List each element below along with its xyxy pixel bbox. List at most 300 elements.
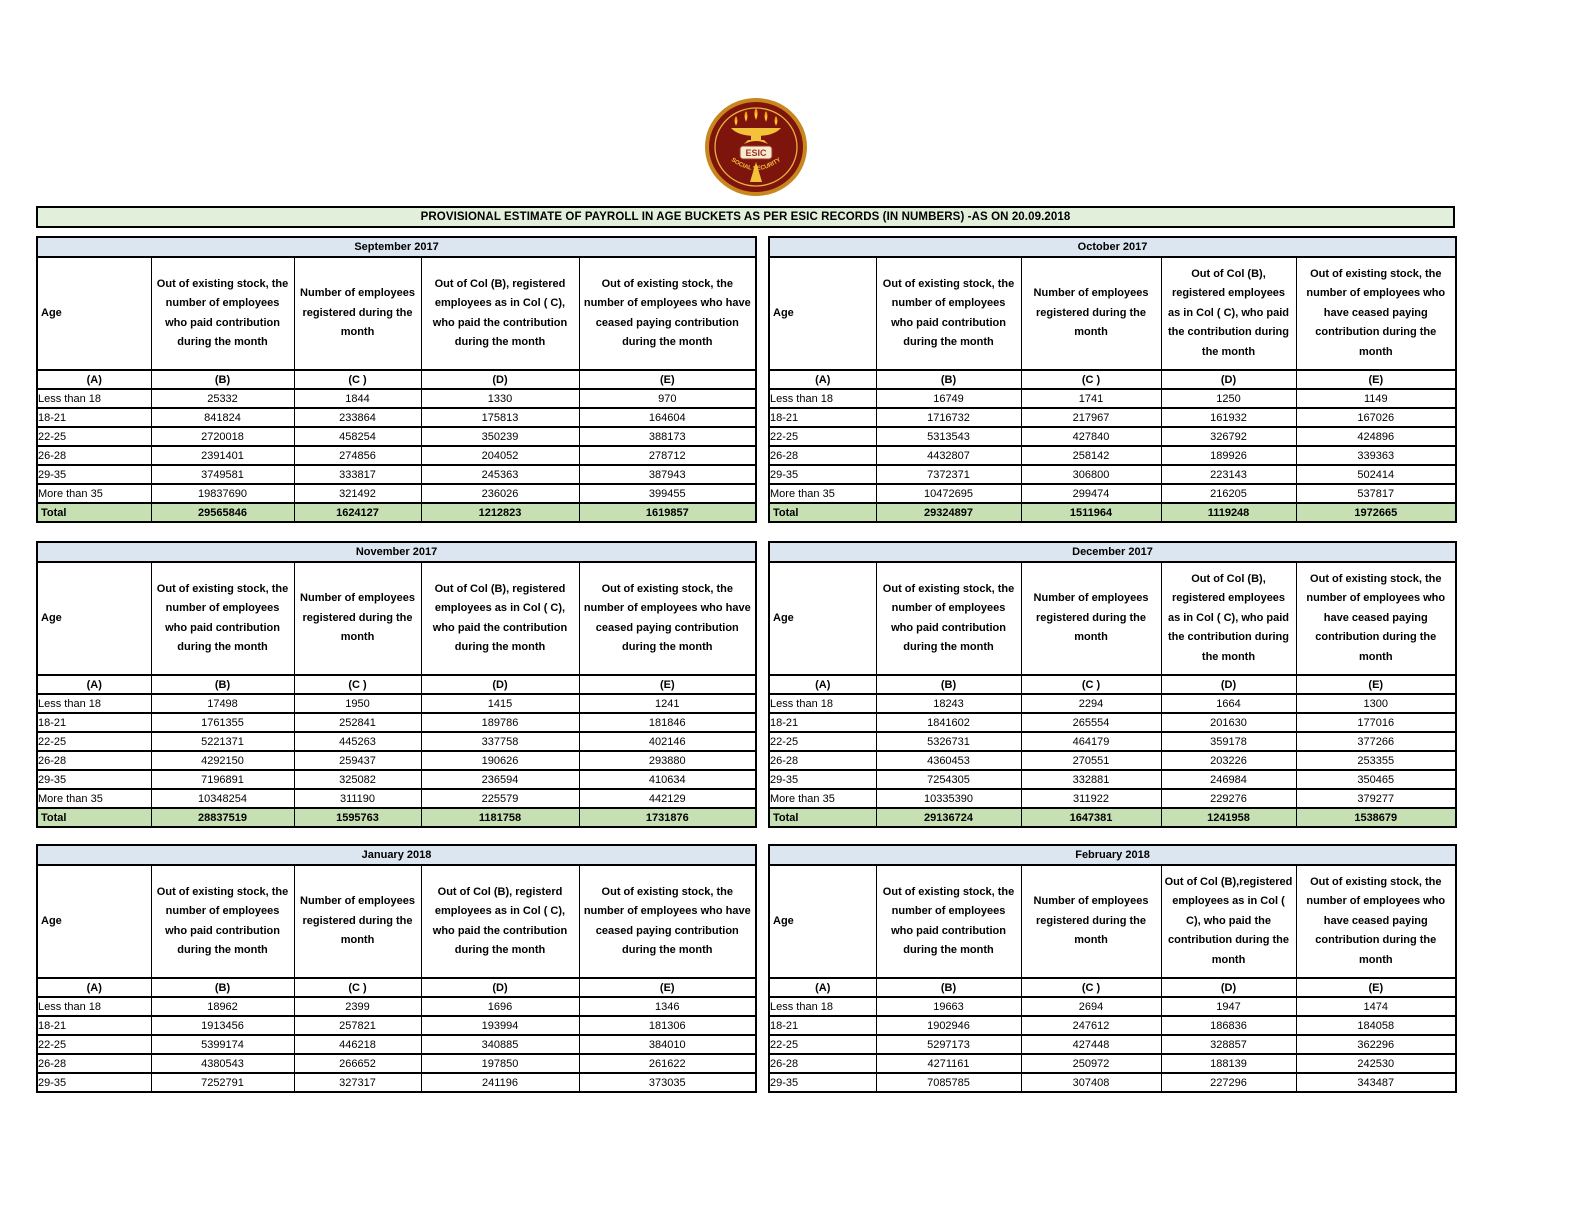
- value-cell: 270551: [1021, 751, 1161, 770]
- value-cell: 5221371: [151, 732, 294, 751]
- col-header-e: [579, 257, 756, 370]
- col-header-d-text: Out of Col (B),registered employees as in Col ( C), who paid the contribution during the month: [1164, 875, 1293, 966]
- age-label: 29-35: [37, 1073, 151, 1092]
- col-header-e-text: Out of existing stock, the number of employees who have ceased paying contribution during the month: [1306, 267, 1446, 358]
- table-row: [769, 1035, 1456, 1054]
- value-cell: 4292150: [151, 751, 294, 770]
- column-letter: (B): [151, 675, 294, 694]
- column-letter: (C ): [294, 978, 421, 997]
- column-letter: (B): [151, 370, 294, 389]
- value-cell: 350465: [1296, 770, 1456, 789]
- col-header-e: [1296, 562, 1456, 675]
- table-row: [37, 713, 756, 732]
- table-row: [37, 1016, 756, 1035]
- table-row: [769, 1054, 1456, 1073]
- table-december-2017: [768, 541, 1457, 828]
- total-label: Total: [769, 503, 876, 522]
- value-cell: 204052: [421, 446, 579, 465]
- col-header-e-text: Out of existing stock, the number of employees who have ceased paying contribution during the month: [583, 582, 751, 653]
- age-label: 26-28: [37, 751, 151, 770]
- column-letter: (C ): [1021, 675, 1161, 694]
- age-label: More than 35: [37, 789, 151, 808]
- total-label: Total: [37, 808, 151, 827]
- value-cell: 190626: [421, 751, 579, 770]
- value-cell: 236594: [421, 770, 579, 789]
- table-row: [769, 408, 1456, 427]
- value-cell: 7254305: [876, 770, 1021, 789]
- value-cell: 274856: [294, 446, 421, 465]
- column-letter: (C ): [1021, 370, 1161, 389]
- column-letter: (E): [1296, 675, 1456, 694]
- col-header-b-text: Out of existing stock, the number of employees who paid contribution during the month: [156, 582, 289, 653]
- value-cell: 1741: [1021, 389, 1161, 408]
- age-label: More than 35: [769, 484, 876, 503]
- value-cell: 350239: [421, 427, 579, 446]
- age-label: 29-35: [769, 1073, 876, 1092]
- value-cell: 321492: [294, 484, 421, 503]
- column-letter: (A): [37, 675, 151, 694]
- value-cell: 189786: [421, 713, 579, 732]
- value-cell: 306800: [1021, 465, 1161, 484]
- col-header-e-text: Out of existing stock, the number of employees who have ceased paying contribution during the month: [1306, 875, 1446, 966]
- month-header-row: [769, 845, 1456, 865]
- table-row: [37, 694, 756, 713]
- value-cell: 325082: [294, 770, 421, 789]
- value-cell: 175813: [421, 408, 579, 427]
- value-cell: 458254: [294, 427, 421, 446]
- value-cell: 4432807: [876, 446, 1021, 465]
- table-row: [769, 484, 1456, 503]
- col-header-e-text: Out of existing stock, the number of employees who have ceased paying contribution during the month: [583, 277, 751, 348]
- col-header-e-text: Out of existing stock, the number of employees who have ceased paying contribution during the month: [583, 885, 751, 956]
- value-cell: 427448: [1021, 1035, 1161, 1054]
- value-cell: 2391401: [151, 446, 294, 465]
- value-cell: 332881: [1021, 770, 1161, 789]
- col-header-age: [37, 562, 151, 675]
- age-label: 22-25: [37, 1035, 151, 1054]
- table-row: [769, 694, 1456, 713]
- table-row: [37, 484, 756, 503]
- value-cell: 442129: [579, 789, 756, 808]
- column-letter: (C ): [294, 370, 421, 389]
- total-value: 1972665: [1296, 503, 1456, 522]
- table-row: [769, 427, 1456, 446]
- value-cell: 337758: [421, 732, 579, 751]
- value-cell: 1841602: [876, 713, 1021, 732]
- col-header-d-text: Out of Col (B), registered employees as in Col ( C), who paid the contribution during the month: [432, 277, 568, 348]
- value-cell: 359178: [1161, 732, 1296, 751]
- col-header-age: [37, 257, 151, 370]
- value-cell: 7085785: [876, 1073, 1021, 1092]
- value-cell: 327317: [294, 1073, 421, 1092]
- table-row: [37, 997, 756, 1016]
- value-cell: 377266: [1296, 732, 1456, 751]
- table-row: [769, 770, 1456, 789]
- value-cell: 233864: [294, 408, 421, 427]
- column-letters-row: [37, 370, 756, 389]
- value-cell: 5399174: [151, 1035, 294, 1054]
- col-header-b: [876, 562, 1021, 675]
- value-cell: 18243: [876, 694, 1021, 713]
- value-cell: 203226: [1161, 751, 1296, 770]
- column-letter: (E): [579, 978, 756, 997]
- value-cell: 7196891: [151, 770, 294, 789]
- table-row: [769, 751, 1456, 770]
- table-row: [769, 789, 1456, 808]
- column-letter: (E): [1296, 978, 1456, 997]
- value-cell: 5297173: [876, 1035, 1021, 1054]
- value-cell: 25332: [151, 389, 294, 408]
- value-cell: 4271161: [876, 1054, 1021, 1073]
- age-label: More than 35: [769, 789, 876, 808]
- month-title: November 2017: [37, 542, 756, 562]
- value-cell: 293880: [579, 751, 756, 770]
- table-row: [769, 446, 1456, 465]
- value-cell: 362296: [1296, 1035, 1456, 1054]
- value-cell: 223143: [1161, 465, 1296, 484]
- column-letter: (B): [876, 978, 1021, 997]
- column-letter: (D): [421, 370, 579, 389]
- value-cell: 225579: [421, 789, 579, 808]
- month-title: September 2017: [37, 237, 756, 257]
- month-title: January 2018: [37, 845, 756, 865]
- value-cell: 307408: [1021, 1073, 1161, 1092]
- value-cell: 2720018: [151, 427, 294, 446]
- value-cell: 1950: [294, 694, 421, 713]
- value-cell: 10472695: [876, 484, 1021, 503]
- total-value: 29565846: [151, 503, 294, 522]
- value-cell: 7372371: [876, 465, 1021, 484]
- column-headers-row: [769, 865, 1456, 978]
- col-header-b: [151, 865, 294, 978]
- value-cell: 1346: [579, 997, 756, 1016]
- value-cell: 257821: [294, 1016, 421, 1035]
- col-header-c: [1021, 257, 1161, 370]
- value-cell: 1415: [421, 694, 579, 713]
- col-header-b-text: Out of existing stock, the number of employees who paid contribution during the month: [882, 582, 1015, 653]
- value-cell: 1664: [1161, 694, 1296, 713]
- value-cell: 19837690: [151, 484, 294, 503]
- value-cell: 340885: [421, 1035, 579, 1054]
- col-header-d-text: Out of Col (B), registered employees as in Col ( C), who paid the contribution during the month: [1168, 572, 1289, 663]
- value-cell: 184058: [1296, 1016, 1456, 1035]
- age-label: 22-25: [37, 427, 151, 446]
- age-label: 29-35: [769, 465, 876, 484]
- column-letter: (A): [37, 370, 151, 389]
- age-label: Less than 18: [37, 389, 151, 408]
- table-row: [769, 713, 1456, 732]
- column-letters-row: [769, 675, 1456, 694]
- age-label: 26-28: [769, 1054, 876, 1073]
- column-letter: (B): [876, 370, 1021, 389]
- value-cell: 1902946: [876, 1016, 1021, 1035]
- table-november-2017: [36, 541, 757, 828]
- value-cell: 177016: [1296, 713, 1456, 732]
- value-cell: 242530: [1296, 1054, 1456, 1073]
- total-row: [37, 808, 756, 827]
- value-cell: 193994: [421, 1016, 579, 1035]
- col-header-c-text: Number of employees registered during the month: [1033, 287, 1149, 339]
- age-label: 26-28: [37, 446, 151, 465]
- total-value: 1212823: [421, 503, 579, 522]
- value-cell: 373035: [579, 1073, 756, 1092]
- col-header-c-text: Number of employees registered during the month: [300, 895, 415, 947]
- col-header-e: [1296, 865, 1456, 978]
- value-cell: 387943: [579, 465, 756, 484]
- value-cell: 502414: [1296, 465, 1456, 484]
- value-cell: 10335390: [876, 789, 1021, 808]
- value-cell: 1300: [1296, 694, 1456, 713]
- value-cell: 1947: [1161, 997, 1296, 1016]
- value-cell: 402146: [579, 732, 756, 751]
- col-header-c-text: Number of employees registered during the month: [300, 592, 415, 644]
- age-label: Less than 18: [37, 997, 151, 1016]
- value-cell: 201630: [1161, 713, 1296, 732]
- value-cell: 446218: [294, 1035, 421, 1054]
- column-letter: (D): [1161, 675, 1296, 694]
- col-header-d: [421, 257, 579, 370]
- column-letter: (A): [769, 370, 876, 389]
- month-header-row: [769, 542, 1456, 562]
- total-value: 1595763: [294, 808, 421, 827]
- value-cell: 970: [579, 389, 756, 408]
- table-row: [37, 789, 756, 808]
- value-cell: 246984: [1161, 770, 1296, 789]
- col-header-b: [876, 257, 1021, 370]
- value-cell: 339363: [1296, 446, 1456, 465]
- value-cell: 189926: [1161, 446, 1296, 465]
- value-cell: 10348254: [151, 789, 294, 808]
- table-row: [769, 997, 1456, 1016]
- col-header-b: [876, 865, 1021, 978]
- col-header-c: [1021, 562, 1161, 675]
- total-value: 1511964: [1021, 503, 1161, 522]
- column-letter: (E): [1296, 370, 1456, 389]
- value-cell: 1241: [579, 694, 756, 713]
- value-cell: 217967: [1021, 408, 1161, 427]
- esic-logo: [704, 96, 808, 198]
- month-header-row: [37, 542, 756, 562]
- col-header-b-text: Out of existing stock, the number of employees who paid contribution during the month: [156, 885, 289, 956]
- col-header-b-text: Out of existing stock, the number of employees who paid contribution during the month: [882, 277, 1015, 348]
- month-title: February 2018: [769, 845, 1456, 865]
- col-header-c: [294, 865, 421, 978]
- col-header-age-text: Age: [773, 611, 794, 624]
- table-february-2018: [768, 844, 1457, 1093]
- value-cell: 379277: [1296, 789, 1456, 808]
- age-label: 22-25: [769, 427, 876, 446]
- column-letter: (B): [151, 978, 294, 997]
- column-headers-row: [37, 257, 756, 370]
- value-cell: 445263: [294, 732, 421, 751]
- value-cell: 424896: [1296, 427, 1456, 446]
- column-letters-row: [37, 675, 756, 694]
- value-cell: 18962: [151, 997, 294, 1016]
- table-row: [769, 732, 1456, 751]
- col-header-age-text: Age: [41, 611, 62, 624]
- value-cell: 266652: [294, 1054, 421, 1073]
- age-label: 29-35: [37, 465, 151, 484]
- col-header-age-text: Age: [41, 306, 62, 319]
- column-letter: (C ): [294, 675, 421, 694]
- value-cell: 241196: [421, 1073, 579, 1092]
- esic-logo-graphic: [704, 96, 808, 198]
- value-cell: 343487: [1296, 1073, 1456, 1092]
- column-letters-row: [37, 978, 756, 997]
- col-header-b-text: Out of existing stock, the number of employees who paid contribution during the month: [882, 885, 1015, 956]
- value-cell: 2294: [1021, 694, 1161, 713]
- col-header-c-text: Number of employees registered during the month: [1033, 592, 1149, 644]
- col-header-age-text: Age: [773, 914, 794, 927]
- col-header-c-text: Number of employees registered during the month: [1033, 895, 1149, 947]
- month-title: October 2017: [769, 237, 1456, 257]
- column-letter: (E): [579, 675, 756, 694]
- total-label: Total: [37, 503, 151, 522]
- value-cell: 5313543: [876, 427, 1021, 446]
- age-label: 18-21: [37, 713, 151, 732]
- value-cell: 410634: [579, 770, 756, 789]
- age-label: 18-21: [769, 713, 876, 732]
- total-value: 1241958: [1161, 808, 1296, 827]
- value-cell: 537817: [1296, 484, 1456, 503]
- col-header-e-text: Out of existing stock, the number of employees who have ceased paying contribution during the month: [1306, 572, 1446, 663]
- table-row: [37, 1054, 756, 1073]
- table-october-2017: [768, 236, 1457, 523]
- value-cell: 181846: [579, 713, 756, 732]
- column-letter: (A): [769, 978, 876, 997]
- value-cell: 188139: [1161, 1054, 1296, 1073]
- table-row: [37, 770, 756, 789]
- total-row: [37, 503, 756, 522]
- value-cell: 464179: [1021, 732, 1161, 751]
- total-value: 1181758: [421, 808, 579, 827]
- col-header-age-text: Age: [773, 306, 794, 319]
- col-header-d: [1161, 257, 1296, 370]
- age-label: 18-21: [37, 408, 151, 427]
- table-january-2018: [36, 844, 757, 1093]
- month-title: December 2017: [769, 542, 1456, 562]
- age-label: 18-21: [769, 1016, 876, 1035]
- table-september-2017: [36, 236, 757, 523]
- value-cell: 16749: [876, 389, 1021, 408]
- value-cell: 4360453: [876, 751, 1021, 770]
- col-header-d-text: Out of Col (B), registered employees as in Col ( C), who paid the contribution during the month: [1168, 267, 1289, 358]
- value-cell: 399455: [579, 484, 756, 503]
- col-header-d: [421, 865, 579, 978]
- value-cell: 161932: [1161, 408, 1296, 427]
- value-cell: 384010: [579, 1035, 756, 1054]
- total-value: 1538679: [1296, 808, 1456, 827]
- value-cell: 19663: [876, 997, 1021, 1016]
- total-value: 1619857: [579, 503, 756, 522]
- value-cell: 1913456: [151, 1016, 294, 1035]
- value-cell: 216205: [1161, 484, 1296, 503]
- age-label: 26-28: [769, 751, 876, 770]
- value-cell: 1474: [1296, 997, 1456, 1016]
- age-label: 22-25: [769, 1035, 876, 1054]
- value-cell: 427840: [1021, 427, 1161, 446]
- value-cell: 328857: [1161, 1035, 1296, 1054]
- column-letter: (B): [876, 675, 1021, 694]
- value-cell: 245363: [421, 465, 579, 484]
- value-cell: 253355: [1296, 751, 1456, 770]
- table-row: [37, 732, 756, 751]
- value-cell: 326792: [1161, 427, 1296, 446]
- column-headers-row: [769, 257, 1456, 370]
- total-value: 1119248: [1161, 503, 1296, 522]
- col-header-d: [421, 562, 579, 675]
- col-header-d-text: Out of Col (B), registerd employees as in Col ( C), who paid the contribution during the month: [432, 885, 568, 956]
- value-cell: 311190: [294, 789, 421, 808]
- age-label: Less than 18: [37, 694, 151, 713]
- value-cell: 17498: [151, 694, 294, 713]
- value-cell: 278712: [579, 446, 756, 465]
- col-header-d: [1161, 562, 1296, 675]
- value-cell: 1696: [421, 997, 579, 1016]
- value-cell: 227296: [1161, 1073, 1296, 1092]
- value-cell: 7252791: [151, 1073, 294, 1092]
- value-cell: 1716732: [876, 408, 1021, 427]
- value-cell: 299474: [1021, 484, 1161, 503]
- col-header-age-text: Age: [41, 914, 62, 927]
- month-header-row: [769, 237, 1456, 257]
- age-label: 29-35: [37, 770, 151, 789]
- column-letter: (D): [421, 675, 579, 694]
- table-row: [37, 465, 756, 484]
- column-letter: (D): [1161, 370, 1296, 389]
- column-letters-row: [769, 978, 1456, 997]
- table-row: [37, 389, 756, 408]
- column-letter: (A): [37, 978, 151, 997]
- age-label: 29-35: [769, 770, 876, 789]
- value-cell: 841824: [151, 408, 294, 427]
- table-row: [769, 1016, 1456, 1035]
- col-header-age: [769, 562, 876, 675]
- age-label: 18-21: [769, 408, 876, 427]
- value-cell: 5326731: [876, 732, 1021, 751]
- age-label: Less than 18: [769, 997, 876, 1016]
- column-headers-row: [769, 562, 1456, 675]
- table-row: [769, 465, 1456, 484]
- total-value: 29136724: [876, 808, 1021, 827]
- value-cell: 167026: [1296, 408, 1456, 427]
- column-letter: (D): [421, 978, 579, 997]
- total-value: 29324897: [876, 503, 1021, 522]
- total-row: [769, 808, 1456, 827]
- value-cell: 250972: [1021, 1054, 1161, 1073]
- table-row: [37, 1073, 756, 1092]
- col-header-d: [1161, 865, 1296, 978]
- table-row: [37, 751, 756, 770]
- value-cell: 1149: [1296, 389, 1456, 408]
- age-label: Less than 18: [769, 694, 876, 713]
- value-cell: 333817: [294, 465, 421, 484]
- value-cell: 236026: [421, 484, 579, 503]
- value-cell: 1250: [1161, 389, 1296, 408]
- column-letter: (C ): [1021, 978, 1161, 997]
- table-row: [37, 1035, 756, 1054]
- value-cell: 258142: [1021, 446, 1161, 465]
- col-header-b: [151, 257, 294, 370]
- value-cell: 252841: [294, 713, 421, 732]
- age-label: Less than 18: [769, 389, 876, 408]
- total-value: 1647381: [1021, 808, 1161, 827]
- month-header-row: [37, 845, 756, 865]
- esic-logo-text: ESIC: [745, 148, 767, 158]
- value-cell: 2694: [1021, 997, 1161, 1016]
- total-value: 28837519: [151, 808, 294, 827]
- value-cell: 1844: [294, 389, 421, 408]
